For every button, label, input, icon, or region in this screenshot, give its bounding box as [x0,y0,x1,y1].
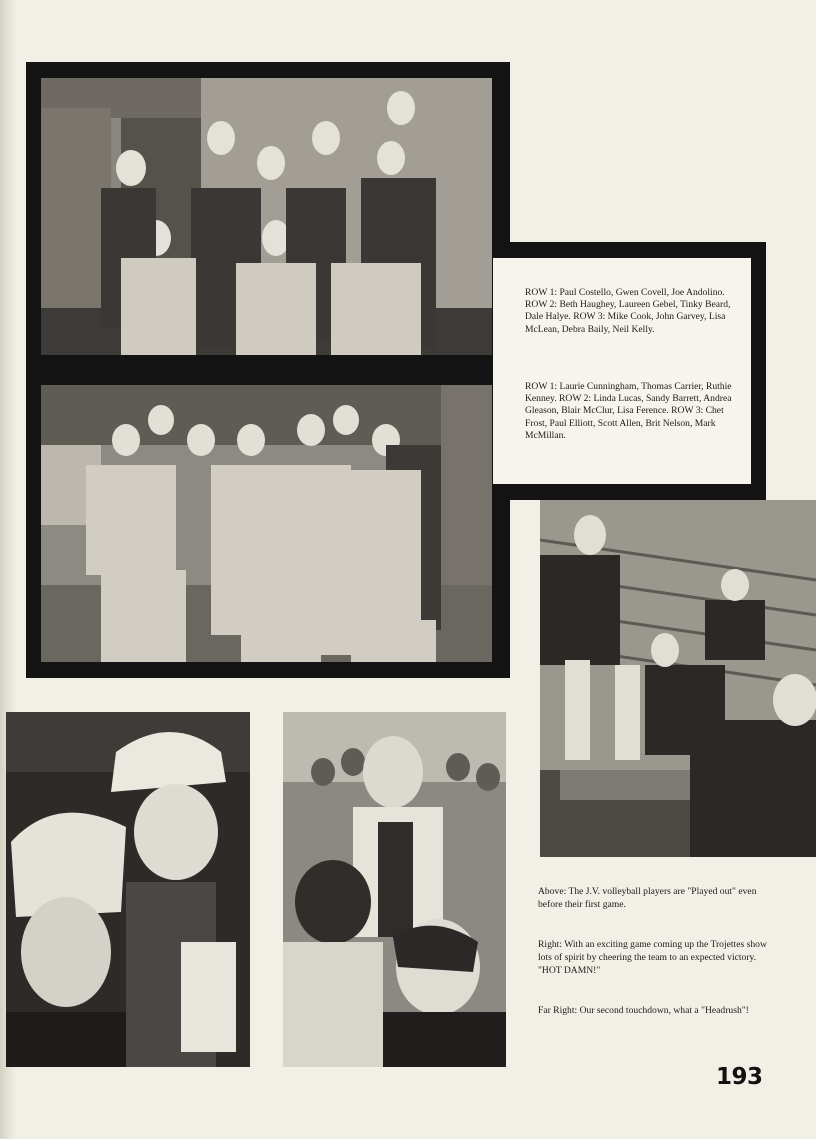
volleyball-photo-image [540,500,816,857]
cheering-crowd-photo [283,712,506,1067]
caption-far-right: Far Right: Our second touchdown, what a "Headrush"! [538,1005,749,1016]
group-photo-2-caption: ROW 1: Laurie Cunningham, Thomas Carrier, Ruthie Kenney. ROW 2: Linda Lucas, Sandy Barrett, Andrea Gleason, Blair McClur, Lisa Ference. ROW 3: Chet Frost, Paul Elliott, Scott Allen, Brit Nelson, Mark McMillan. [525,381,732,441]
band-crowd-photo-image [6,712,250,1067]
group-photo-1 [41,78,492,355]
cheering-crowd-photo-image [283,712,506,1067]
caption-right: Right: With an exciting game coming up the Trojettes show lots of spirit by cheering the team to an expected victory. "HOT DAMN!" [538,939,767,976]
group-photo-1-image [41,78,492,355]
group-photo-2-image [41,385,492,662]
caption-above: Above: The J.V. volleyball players are "Played out" even before their first game. [538,886,757,910]
group-photo-1-caption: ROW 1: Paul Costello, Gwen Covell, Joe Andolino. ROW 2: Beth Haughey, Laureen Gebel, Tinky Beard, Dale Halye. ROW 3: Mike Cook, John Garvey, Lisa McLean, Debra Baily, Neil Kelly. [525,287,731,335]
volleyball-photo [540,500,816,857]
band-crowd-photo [6,712,250,1067]
group-photo-2 [41,385,492,662]
page-number: 193 [716,1064,763,1090]
